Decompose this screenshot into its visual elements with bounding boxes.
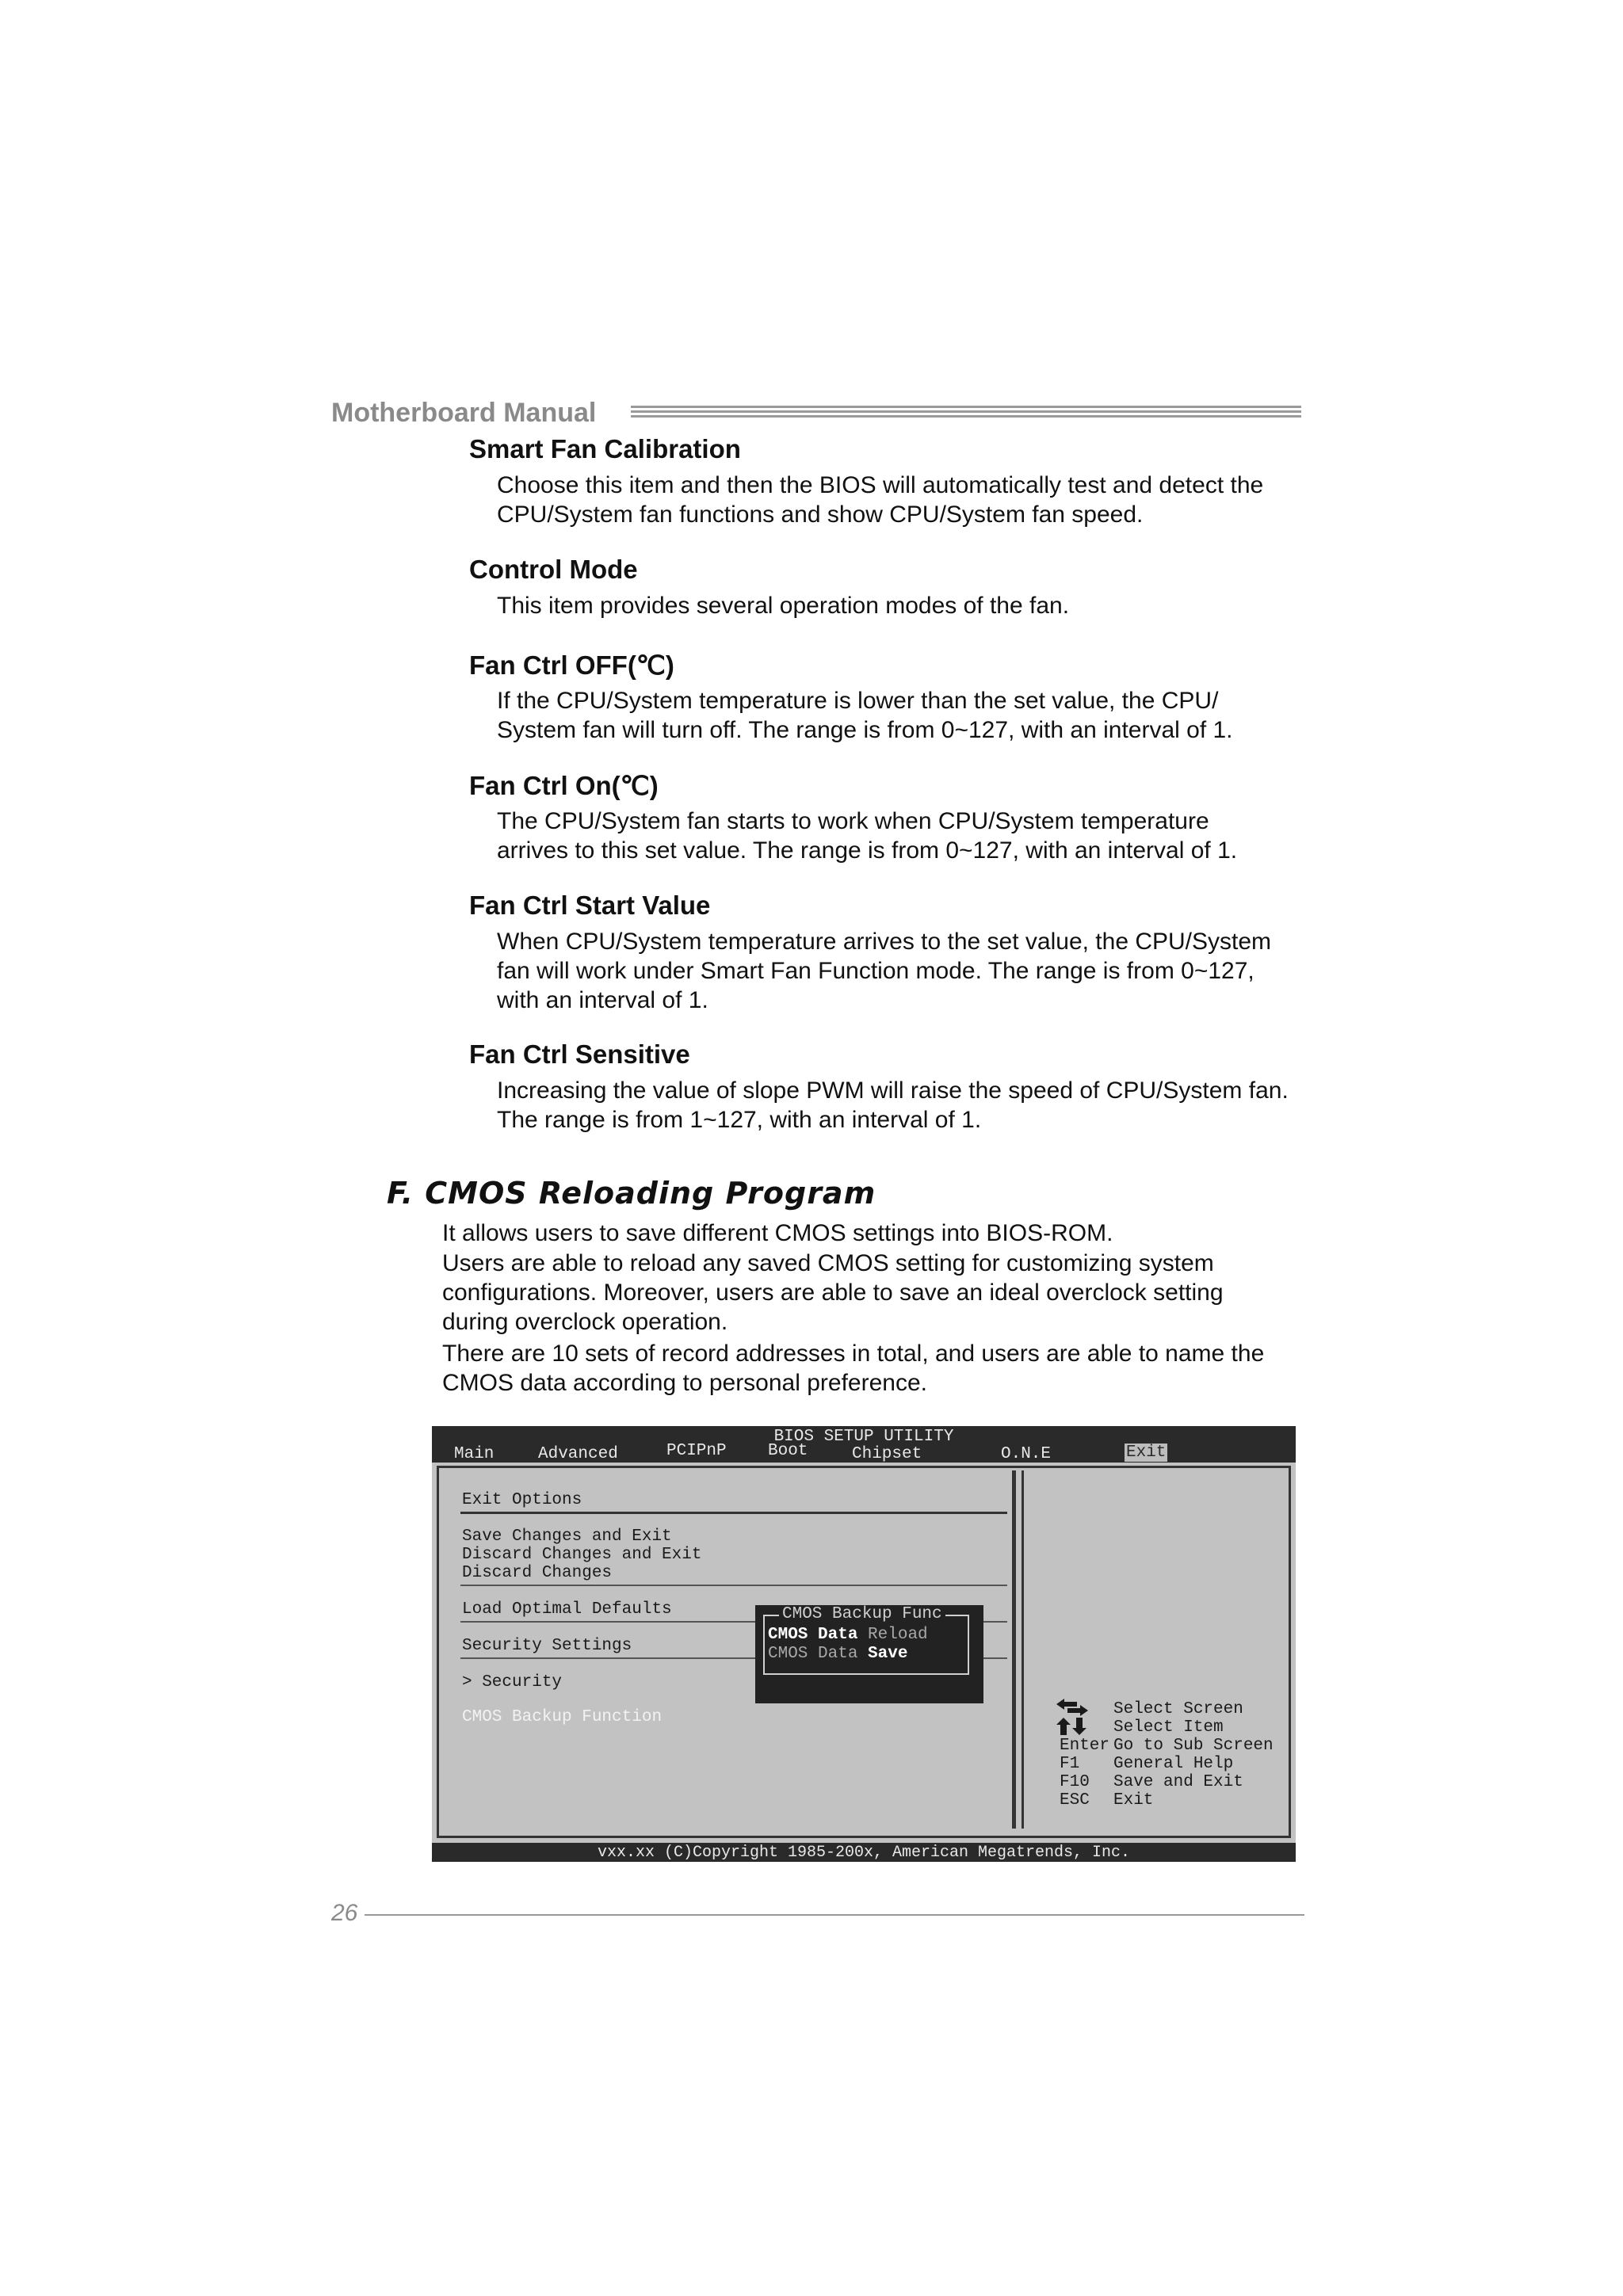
bios-utility-title: BIOS SETUP UTILITY	[773, 1428, 954, 1446]
section-heading: Fan Ctrl Sensitive	[469, 1039, 690, 1069]
menu-one[interactable]: O.N.E	[1001, 1445, 1052, 1463]
menu-exit[interactable]: Exit	[1126, 1444, 1167, 1462]
reload-label-b: Reload	[868, 1626, 928, 1644]
discard-changes-option[interactable]: Discard Changes	[462, 1564, 613, 1582]
cmos-paragraph: It allows users to save different CMOS settings into BIOS-ROM.	[442, 1220, 1113, 1246]
reload-label-a: CMOS Data	[768, 1626, 858, 1644]
section-body: If the CPU/System temperature is lower than the set value, the CPU/ System fan will turn off. The range is from 0~127, with an interval of 1.	[497, 688, 1233, 743]
section-body: Choose this item and then the BIOS will automatically test and detect the CPU/System fan functions and show CPU/System fan speed.	[497, 472, 1264, 528]
left-right-arrows-icon	[1056, 1699, 1088, 1716]
bios-copyright: vxx.xx (C)Copyright 1985-200x, American Megatrends, Inc.	[597, 1844, 1131, 1862]
help-exit: Exit	[1113, 1791, 1154, 1810]
popup-title: CMOS Backup Func	[779, 1605, 945, 1623]
page-header	[331, 395, 1301, 431]
menu-pcipnp[interactable]: PCIPnP	[666, 1442, 727, 1460]
section-body: The CPU/System fan starts to work when CPU/System temperature arrives to this set value. The range is from 0~127, with an interval of 1.	[497, 808, 1238, 864]
section-heading: Fan Ctrl On(℃)	[469, 771, 659, 800]
help-key-f10: F10	[1060, 1773, 1090, 1791]
help-select-screen: Select Screen	[1113, 1700, 1243, 1718]
exit-options-title: Exit Options	[462, 1491, 582, 1509]
help-key-f1: F1	[1060, 1755, 1080, 1773]
bios-status-bar	[432, 1843, 1296, 1862]
divider	[460, 1585, 1007, 1586]
section-heading: Control Mode	[469, 555, 638, 584]
cmos-paragraph: Users are able to reload any saved CMOS setting for customizing system configurations. Moreover, users are able to save an ideal overclock setting during overclock operation.	[442, 1250, 1224, 1335]
up-down-arrows-icon	[1056, 1718, 1088, 1735]
discard-changes-exit-option[interactable]: Discard Changes and Exit	[462, 1546, 702, 1564]
header-rule	[631, 406, 1301, 420]
save-changes-exit-option[interactable]: Save Changes and Exit	[462, 1527, 672, 1546]
section-body: When CPU/System temperature arrives to the set value, the CPU/System fan will work under Smart Fan Function mode. The range is from 0~127, with an interval of 1.	[497, 929, 1272, 1013]
section-heading: Smart Fan Calibration	[469, 434, 741, 463]
menu-boot[interactable]: Boot	[768, 1442, 808, 1460]
load-optimal-defaults-option[interactable]: Load Optimal Defaults	[462, 1600, 672, 1619]
menu-chipset[interactable]: Chipset	[852, 1445, 922, 1463]
cmos-data-reload-option[interactable]	[768, 1626, 928, 1644]
menu-advanced[interactable]: Advanced	[538, 1445, 618, 1463]
security-submenu[interactable]: > Security	[462, 1673, 563, 1691]
section-heading: Fan Ctrl OFF(℃)	[469, 650, 674, 680]
cmos-backup-function-option[interactable]: CMOS Backup Function	[462, 1708, 663, 1726]
help-go-sub-screen: Go to Sub Screen	[1113, 1737, 1274, 1755]
save-label-b: Save	[868, 1645, 908, 1663]
bios-screen	[432, 1426, 1296, 1862]
help-general-help: General Help	[1113, 1755, 1234, 1773]
footer-rule	[365, 1914, 1304, 1916]
section-body: Increasing the value of slope PWM will raise the speed of CPU/System fan. The range is from 1~127, with an interval of 1.	[497, 1077, 1289, 1133]
manual-title: Motherboard Manual	[331, 398, 597, 428]
help-key-enter: Enter	[1060, 1737, 1110, 1755]
divider	[460, 1512, 1007, 1514]
cmos-backup-popup	[755, 1605, 983, 1703]
help-select-item: Select Item	[1113, 1718, 1224, 1737]
help-key-esc: ESC	[1060, 1791, 1090, 1810]
menu-main[interactable]: Main	[454, 1445, 495, 1463]
save-label-a: CMOS Data	[768, 1645, 858, 1663]
page-number: 26	[331, 1900, 358, 1926]
bios-menu-bar	[432, 1426, 1296, 1463]
cmos-paragraph: There are 10 sets of record addresses in total, and users are able to name the CMOS data according to personal preference.	[442, 1341, 1265, 1396]
section-heading: Fan Ctrl Start Value	[469, 891, 711, 920]
help-save-exit: Save and Exit	[1113, 1773, 1243, 1791]
cmos-data-save-option[interactable]	[768, 1645, 907, 1663]
security-settings-option: Security Settings	[462, 1637, 632, 1655]
section-body: This item provides several operation modes of the fan.	[497, 593, 1070, 619]
cmos-heading: F. CMOS Reloading Program	[387, 1176, 876, 1211]
